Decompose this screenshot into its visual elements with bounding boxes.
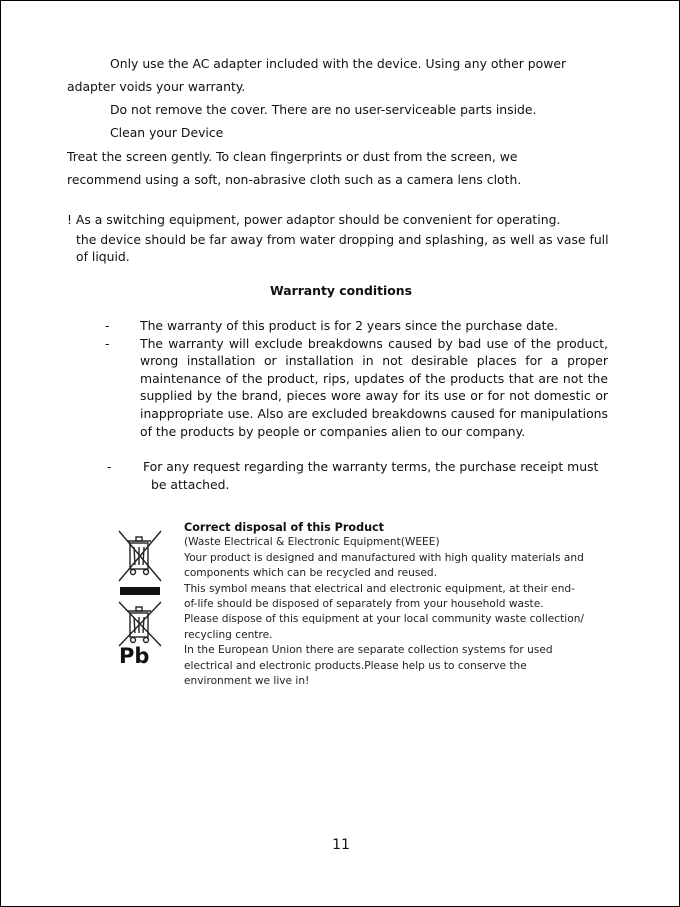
notice-line: ! As a switching equipment, power adaptor should be convenient for operating. — [67, 212, 561, 227]
warranty-item: The warranty will exclude breakdowns caused by bad use of the product, wrong installation or installation in not desirable places for a proper maintenance of the product, rips, updates of the products that are not the supplied by the brand, pieces wore away for its use or for not domestic or inappropriate use. Also are excluded breakdowns caused for manipulations of the products by people or companies alien to our company. — [140, 335, 608, 439]
warranty-item-continued: be attached. — [151, 476, 230, 492]
disposal-line: (Waste Electrical & Electronic Equipment(WEEE) — [184, 536, 440, 549]
disposal-line: components which can be recycled and reused. — [184, 567, 437, 580]
disposal-line: electrical and electronic products.Please help us to conserve the — [184, 659, 527, 672]
notice-line: of liquid. — [76, 249, 130, 264]
intro-line: recommend using a soft, non-abrasive cloth such as a camera lens cloth. — [67, 172, 522, 187]
disposal-line: Your product is designed and manufactured with high quality materials and — [184, 551, 584, 564]
bin-bar-icon — [120, 587, 160, 595]
warranty-title: Warranty conditions — [270, 283, 412, 298]
crossed-bin-pb-icon — [115, 601, 165, 647]
page-number: 11 — [332, 837, 350, 853]
disposal-heading: Correct disposal of this Product — [184, 521, 385, 534]
intro-line: adapter voids your warranty. — [67, 79, 246, 94]
disposal-line: Please dispose of this equipment at your local community waste collection/ — [184, 613, 584, 626]
notice-line: the device should be far away from water dropping and splashing, as well as vase full — [76, 232, 609, 247]
warranty-item: The warranty of this product is for 2 years since the purchase date. — [140, 318, 559, 333]
intro-line: Only use the AC adapter included with the device. Using any other power — [110, 56, 567, 71]
intro-line: Treat the screen gently. To clean fingerprints or dust from the screen, we — [67, 149, 518, 164]
disposal-line: recycling centre. — [184, 628, 273, 641]
disposal-line: environment we live in! — [184, 675, 310, 688]
list-bullet: - — [105, 318, 110, 333]
disposal-line: of-life should be disposed of separately from your household waste. — [184, 598, 544, 611]
intro-line: Do not remove the cover. There are no user-serviceable parts inside. — [110, 102, 537, 117]
disposal-line: This symbol means that electrical and electronic equipment, at their end- — [184, 582, 575, 595]
warranty-item-receipt — [143, 458, 613, 493]
warranty-list — [140, 317, 608, 440]
crossed-bin-icon — [115, 529, 165, 583]
list-bullet: - — [107, 459, 112, 474]
disposal-section — [184, 520, 614, 689]
disposal-line: In the European Union there are separate collection systems for used — [184, 644, 553, 657]
list-bullet: - — [105, 336, 110, 351]
pb-label: Pb — [119, 644, 150, 668]
intro-line: Clean your Device — [110, 125, 224, 140]
warranty-item: For any request regarding the warranty terms, the purchase receipt must — [143, 459, 599, 474]
